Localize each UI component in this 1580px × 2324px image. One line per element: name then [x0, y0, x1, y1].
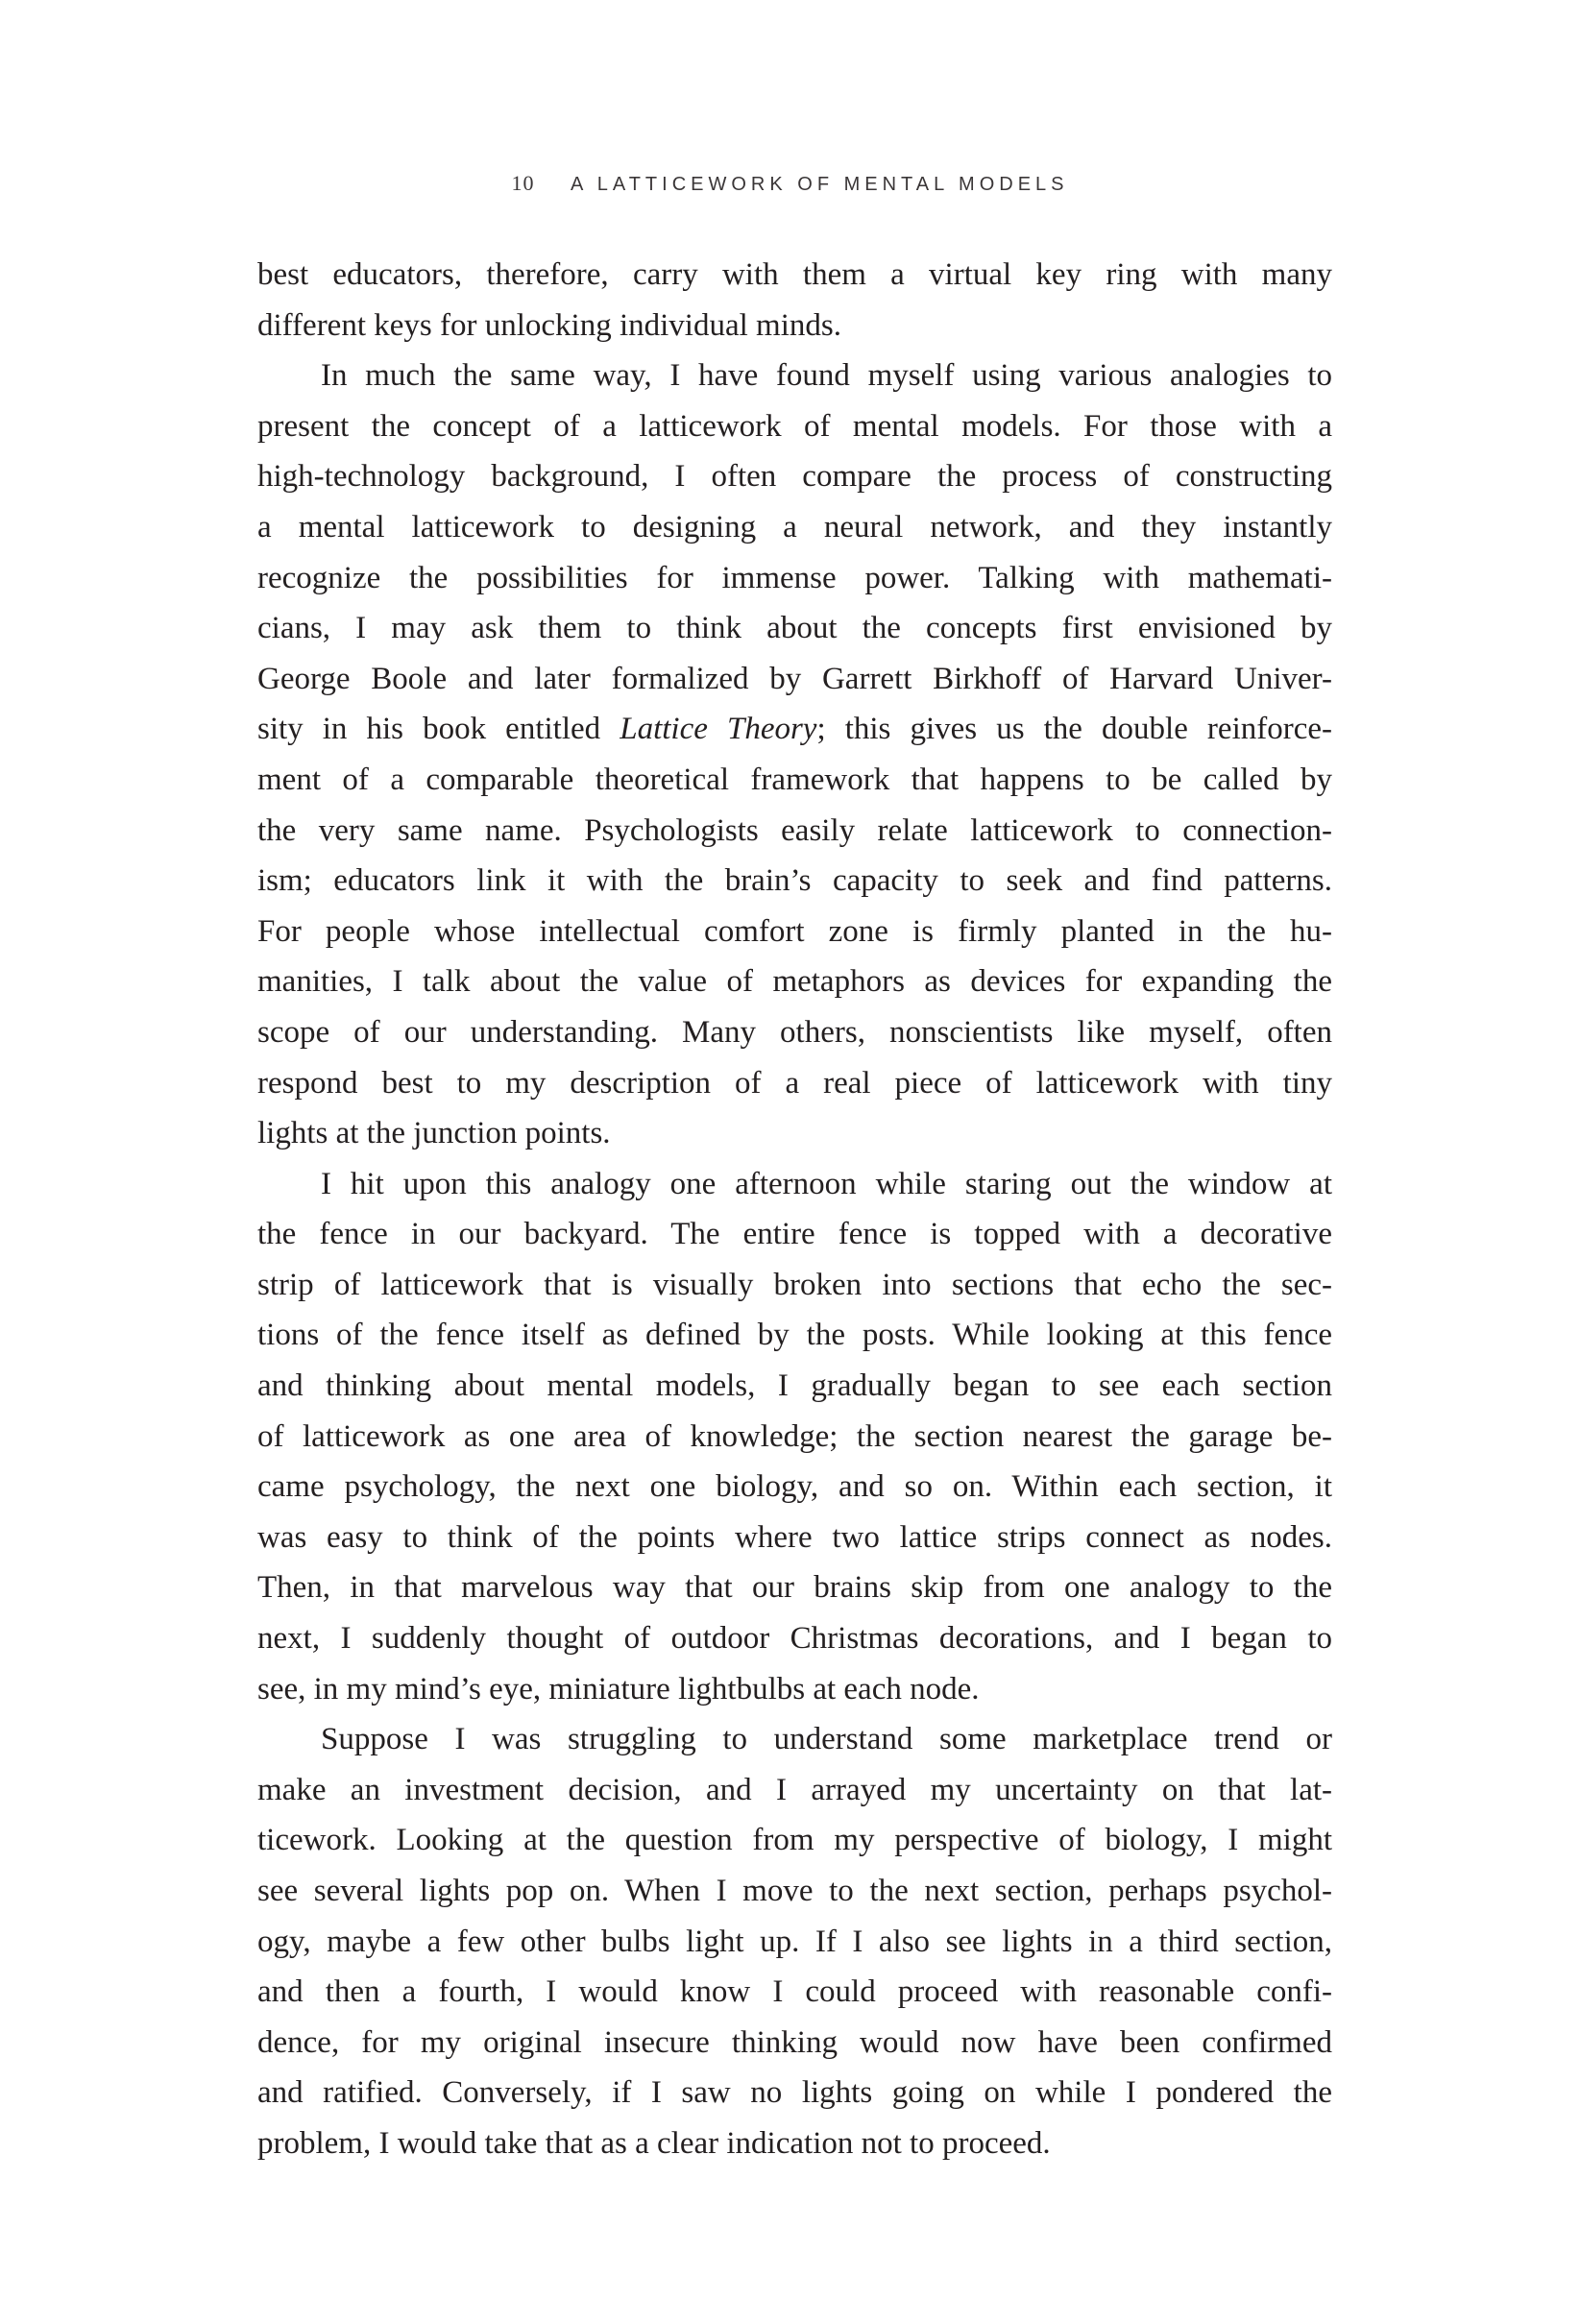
text-line: tions of the fence itself as defined by the posts. While looking at this fence: [257, 1318, 1332, 1353]
text-line: was easy to think of the points where two lattice strips connect as nodes.: [257, 1519, 1332, 1555]
text-line: the fence in our backyard. The entire fence is topped with a decorative: [257, 1217, 1332, 1252]
text-line: cians, I may ask them to think about the concepts first envisioned by: [257, 611, 1332, 646]
text-line: I hit upon this analogy one afternoon while staring out the window at: [321, 1166, 1332, 1201]
text-line: problem, I would take that as a clear indication not to proceed.: [257, 2125, 1051, 2161]
text-line: recognize the possibilities for immense power. Talking with mathemati-: [257, 560, 1332, 595]
running-head: [0, 171, 1580, 196]
text-line: ism; educators link it with the brain’s capacity to seek and find patterns.: [257, 863, 1332, 899]
text-line: a mental latticework to designing a neural network, and they instantly: [257, 509, 1332, 545]
text-line: strip of latticework that is visually broken into sections that echo the sec-: [257, 1267, 1332, 1302]
text-line: In much the same way, I have found myself using various analogies to: [321, 358, 1332, 394]
text-line-with-book-title: [257, 704, 1332, 755]
body-text: [257, 250, 1332, 2169]
text-line: high-technology background, I often compare the process of constructing: [257, 459, 1332, 495]
text-line: For people whose intellectual comfort zone is firmly planted in the hu-: [257, 913, 1332, 949]
paragraph-3: [257, 1159, 1332, 1715]
text-line: make an investment decision, and I arrayed my uncertainty on that lat-: [257, 1772, 1332, 1807]
text-line: of latticework as one area of knowledge; the section nearest the garage be-: [257, 1418, 1332, 1454]
text-line: see several lights pop on. When I move to the next section, perhaps psychol-: [257, 1874, 1332, 1908]
text-line: lights at the junction points.: [257, 1116, 611, 1151]
text-fragment: sity in his book entitled: [257, 712, 620, 747]
text-line: and thinking about mental models, I gradually began to see each section: [257, 1368, 1332, 1404]
text-line: respond best to my description of a real piece of latticework with tiny: [257, 1065, 1332, 1101]
text-line: manities, I talk about the value of metaphors as devices for expanding the: [257, 964, 1332, 1000]
text-line: different keys for unlocking individual minds.: [257, 307, 841, 343]
text-line: next, I suddenly thought of outdoor Christmas decorations, and I began to: [257, 1621, 1332, 1657]
text-line: ticework. Looking at the question from my perspective of biology, I might: [257, 1823, 1332, 1858]
paragraph-2: [257, 351, 1332, 1159]
text-line: best educators, therefore, carry with them a virtual key ring with many: [257, 257, 1332, 292]
text-line: dence, for my original insecure thinking would now have been confirmed: [257, 2024, 1332, 2060]
page-number: 10: [511, 171, 535, 195]
text-line: ment of a comparable theoretical framework that happens to be called by: [257, 762, 1332, 797]
paragraph-4: [257, 1714, 1332, 2168]
text-line: and ratified. Conversely, if I saw no lights going on while I pondered the: [257, 2075, 1332, 2111]
text-line: present the concept of a latticework of mental models. For those with a: [257, 408, 1332, 444]
text-line: see, in my mind’s eye, miniature lightbulbs at each node.: [257, 1671, 980, 1707]
text-line: Suppose I was struggling to understand some marketplace trend or: [321, 1722, 1332, 1757]
text-line: scope of our understanding. Many others, nonscientists like myself, often: [257, 1014, 1332, 1050]
text-line: came psychology, the next one biology, and so on. Within each section, it: [257, 1469, 1332, 1505]
text-fragment: ; this gives us the double reinforce-: [816, 712, 1332, 747]
text-line: ogy, maybe a few other bulbs light up. If I also see lights in a third section,: [257, 1924, 1332, 1959]
running-title: A LATTICEWORK OF MENTAL MODELS: [570, 174, 1069, 195]
text-line: the very same name. Psychologists easily relate latticework to connection-: [257, 812, 1332, 848]
text-line: and then a fourth, I would know I could proceed with reasonable confi-: [257, 1974, 1332, 2010]
paragraph-1: [257, 250, 1332, 351]
book-title-lattice-theory: Lattice Theory: [620, 712, 817, 747]
text-line: George Boole and later formalized by Garrett Birkhoff of Harvard Univer-: [257, 661, 1332, 696]
text-line: Then, in that marvelous way that our brains skip from one analogy to the: [257, 1570, 1332, 1606]
